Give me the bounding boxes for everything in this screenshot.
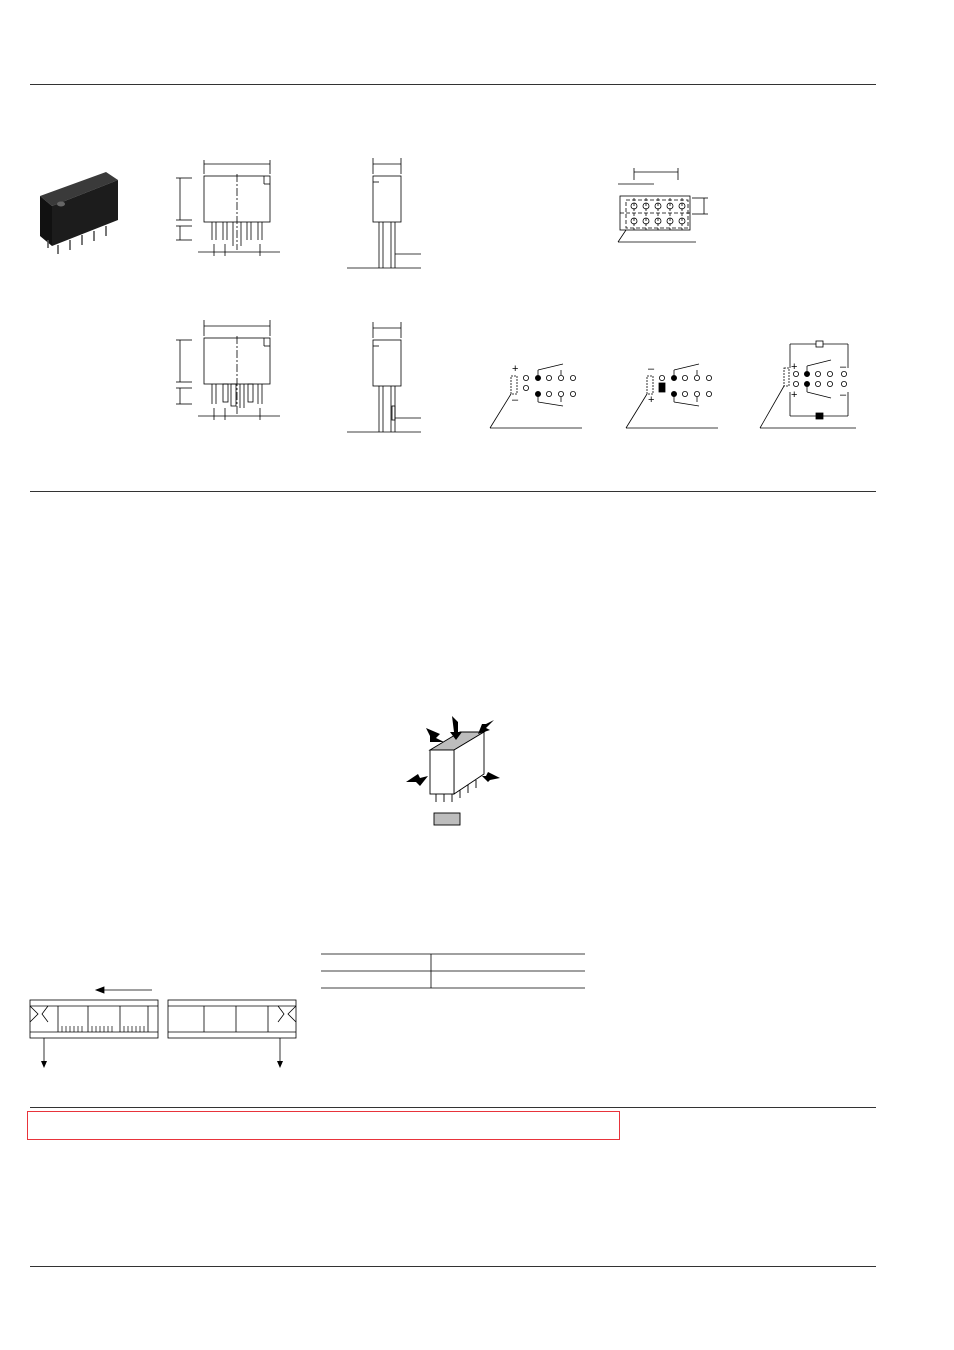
polarity-mark: + <box>512 363 519 375</box>
packaging-tube-drawing <box>28 984 304 1068</box>
polarity-mark: – <box>840 361 847 373</box>
polarity-mark: + <box>791 361 798 373</box>
pcb-pattern-drawing <box>612 164 716 254</box>
schematic-diagram-2 <box>622 356 722 432</box>
section-rule-top <box>30 84 876 85</box>
polarity-mark: – <box>840 389 847 401</box>
polarity-mark: + <box>791 389 798 401</box>
schematic-diagram-1 <box>486 356 586 432</box>
highlight-box <box>27 1111 620 1140</box>
polarity-mark: – <box>512 394 519 406</box>
schematic-diagram-3 <box>756 340 860 432</box>
packing-table <box>321 952 585 990</box>
section-rule-middle <box>30 491 876 492</box>
vibration-direction-figure <box>402 716 508 830</box>
front-view-drawing-2 <box>168 316 286 422</box>
front-view-drawing-1 <box>168 154 286 264</box>
side-view-drawing-1 <box>345 154 425 272</box>
polarity-mark: – <box>648 363 655 375</box>
section-rule-lower <box>30 1107 876 1108</box>
polarity-mark: + <box>648 394 655 406</box>
section-rule-bottom <box>30 1266 876 1267</box>
side-view-drawing-2 <box>345 318 425 436</box>
relay-photo-icon <box>34 168 124 258</box>
